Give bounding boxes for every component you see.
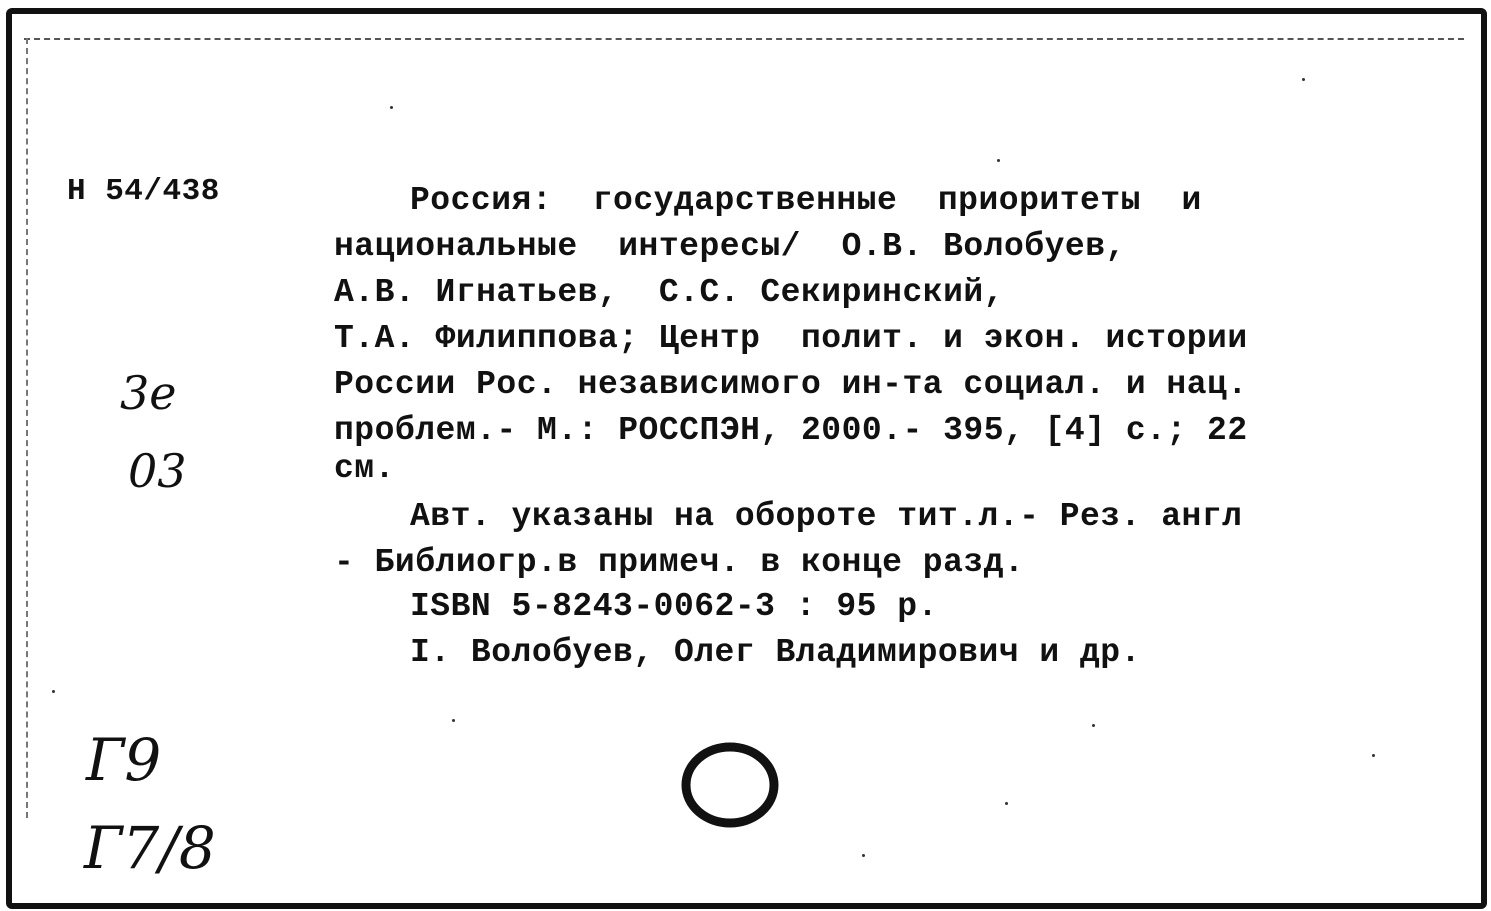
- dashed-border-top: [24, 38, 1464, 40]
- shelfmark: Н 54/438: [67, 174, 220, 209]
- speck-icon: [1302, 78, 1305, 81]
- speck-icon: [452, 719, 455, 722]
- circle-mark-icon: [680, 736, 790, 836]
- dashed-border-left: [26, 38, 28, 818]
- speck-icon: [1092, 724, 1095, 727]
- note-line-2: - Библиогр.в примеч. в конце разд.: [334, 544, 1025, 581]
- speck-icon: [1005, 802, 1008, 805]
- note-line-1: Авт. указаны на обороте тит.л.- Рез. англ: [410, 498, 1243, 535]
- handwritten-mark-g9: Г9: [86, 726, 162, 794]
- title-line-6: проблем.- М.: РОССПЭН, 2000.- 395, [4] с.; 22: [334, 412, 1248, 449]
- title-line-5: России Рос. независимого ин-та социал. и нац.: [334, 366, 1248, 403]
- title-line-7: см.: [334, 450, 395, 487]
- title-line-4: Т.А. Филиппова; Центр полит. и экон. истории: [334, 320, 1248, 357]
- speck-icon: [997, 159, 1000, 162]
- title-line-3: А.В. Игнатьев, С.С. Секиринский,: [334, 274, 1005, 311]
- handwritten-mark-3e: 3e: [120, 366, 177, 420]
- speck-icon: [52, 690, 55, 693]
- speck-icon: [862, 854, 865, 857]
- speck-icon: [1372, 754, 1375, 757]
- author-tracing: I. Волобуев, Олег Владимирович и др.: [410, 634, 1141, 671]
- catalog-card: [6, 8, 1487, 909]
- title-line-2: национальные интересы/ О.В. Волобуев,: [334, 228, 1126, 265]
- handwritten-mark-g78: Г7/8: [84, 814, 216, 882]
- isbn-line: ISBN 5-8243-0062-3 : 95 р.: [410, 588, 938, 625]
- handwritten-mark-03: 03: [128, 444, 187, 498]
- speck-icon: [390, 106, 393, 109]
- title-line-1: Россия: государственные приоритеты и: [410, 182, 1202, 219]
